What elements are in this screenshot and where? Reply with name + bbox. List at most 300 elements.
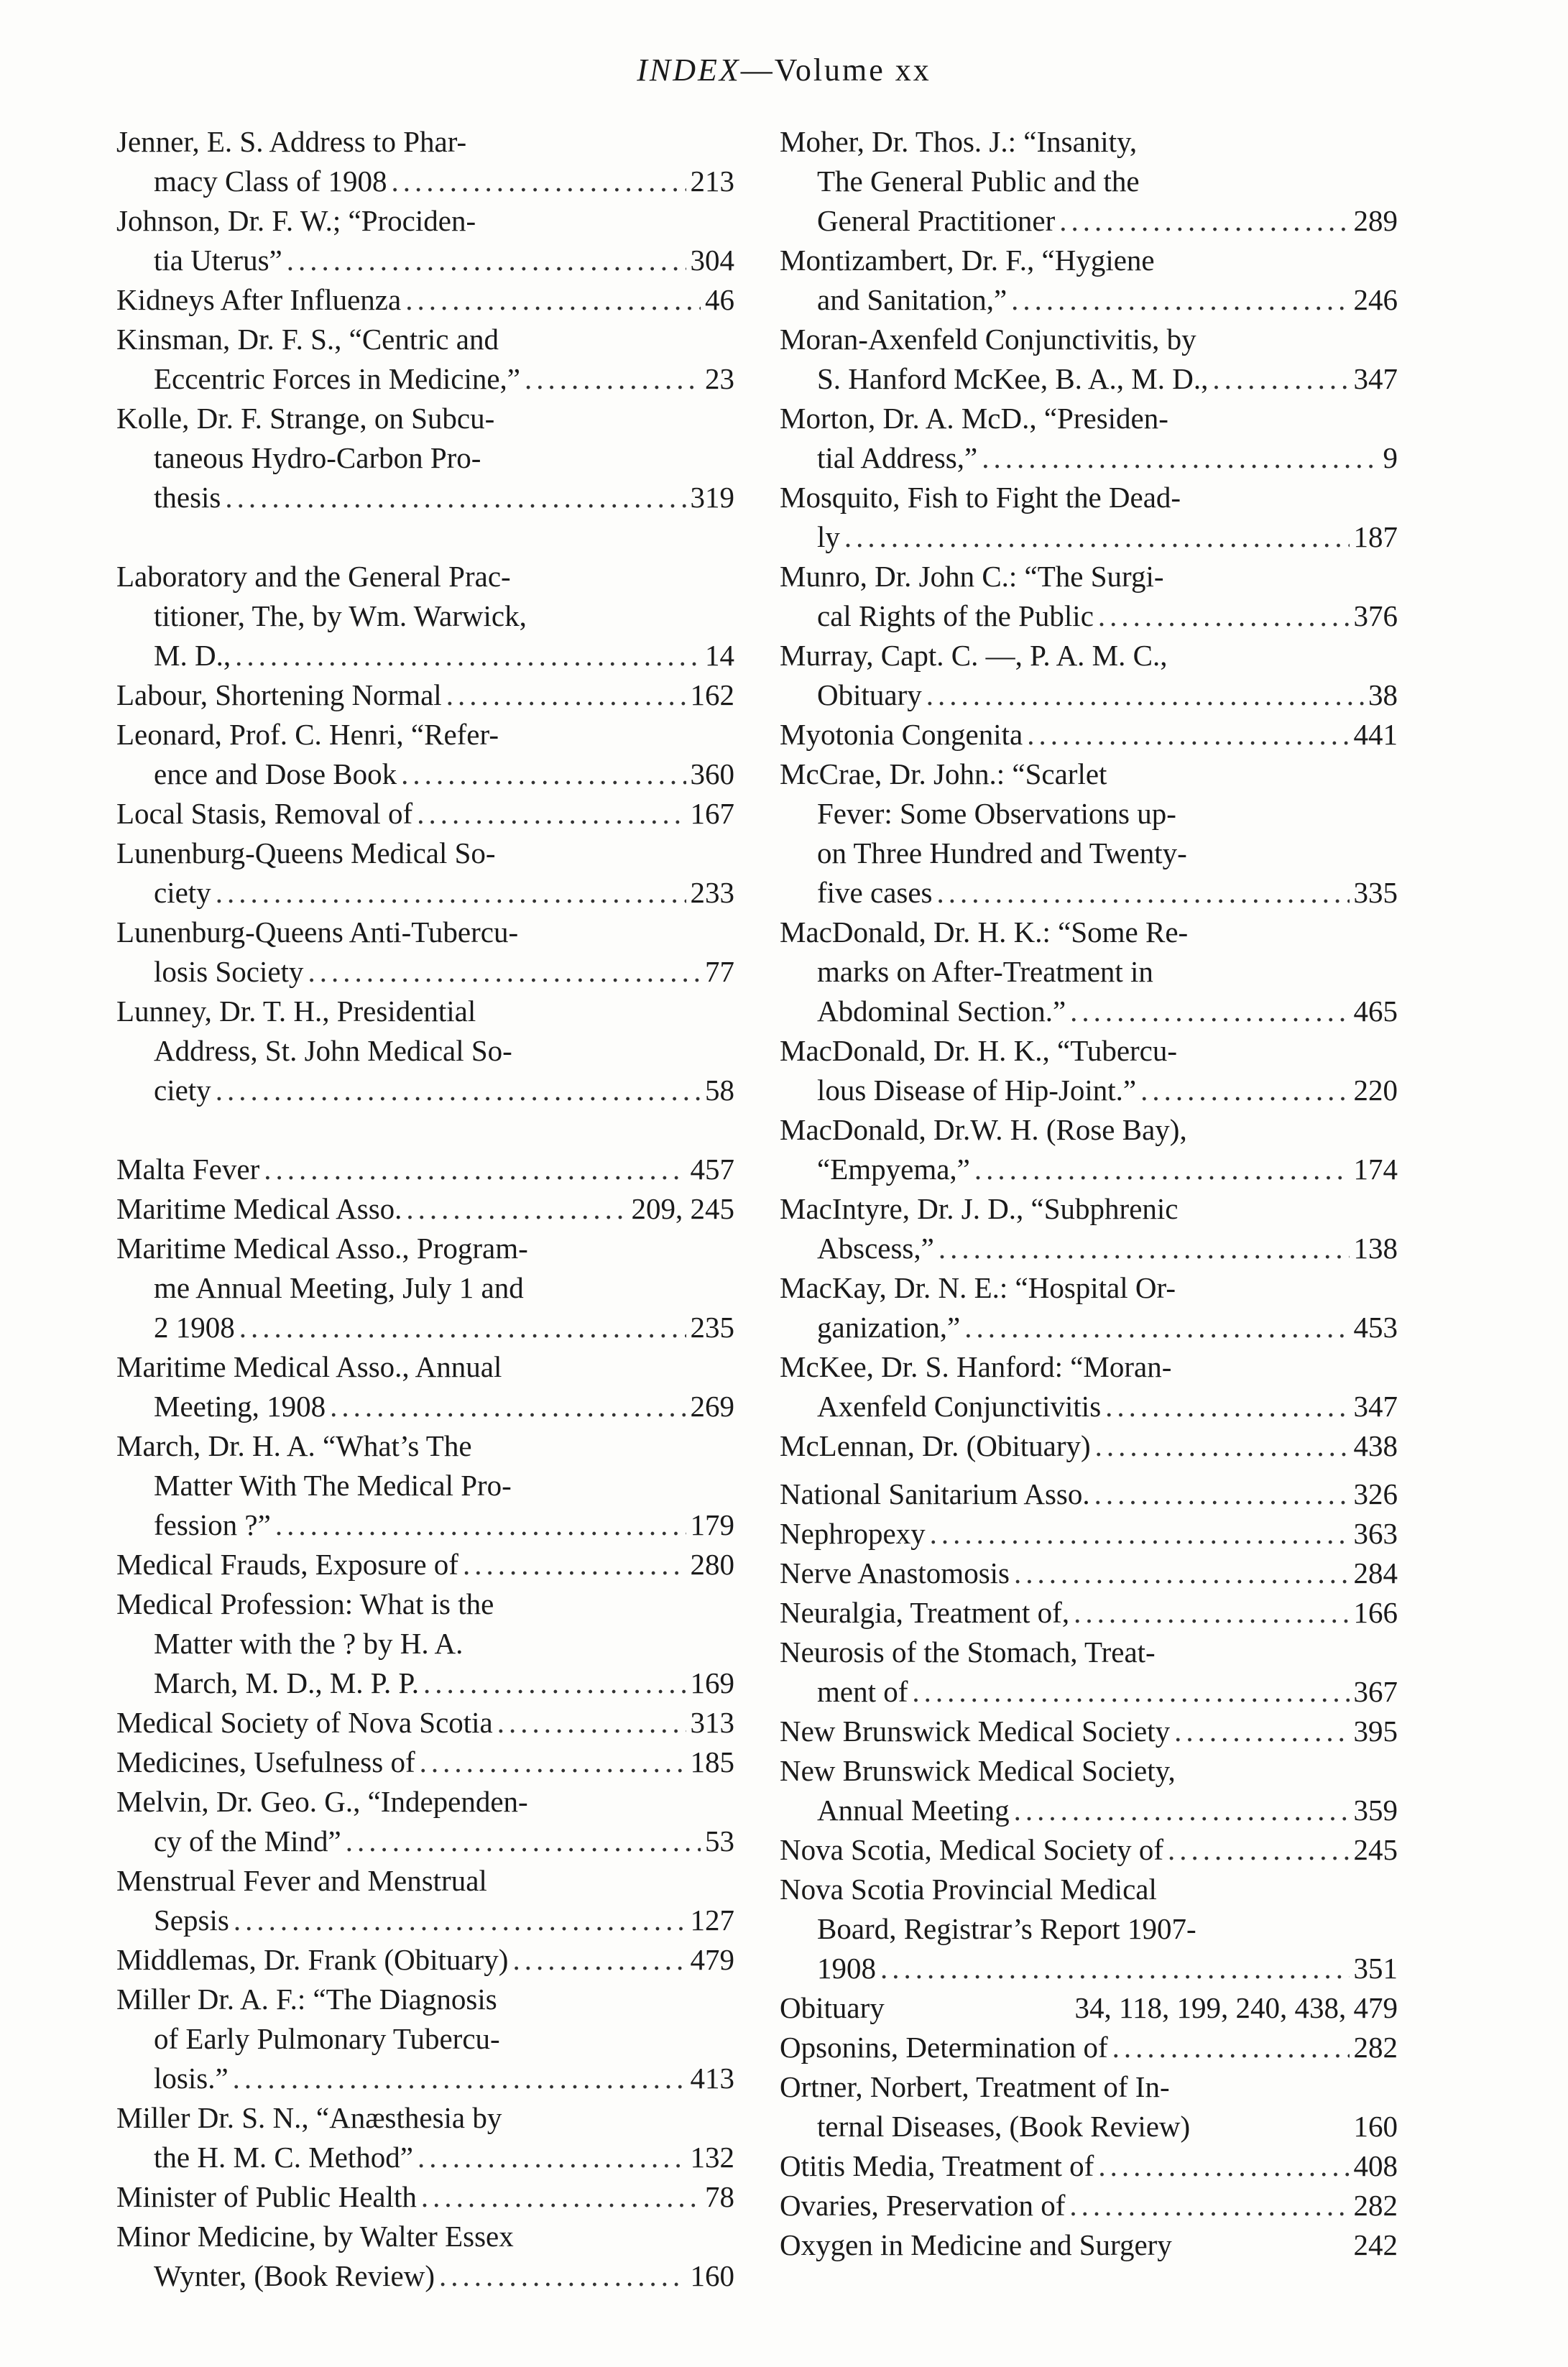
index-entry-text: Ortner, Norbert, Treatment of In- bbox=[780, 2070, 1170, 2103]
index-entry bbox=[780, 636, 1398, 715]
index-entry-text: “Empyema,” bbox=[817, 1153, 970, 1186]
index-entry-text: McCrae, Dr. John.: “Scarlet bbox=[780, 757, 1107, 790]
index-entry bbox=[116, 399, 734, 517]
leader-dots bbox=[525, 359, 701, 399]
right-column bbox=[780, 122, 1398, 2265]
index-entry bbox=[780, 1712, 1398, 1751]
leader-dots bbox=[1069, 2186, 1349, 2225]
index-entry-text: The General Public and the bbox=[817, 165, 1140, 198]
index-entry-text: McKee, Dr. S. Hanford: “Moran- bbox=[780, 1350, 1172, 1383]
index-entry-line bbox=[116, 1426, 734, 1466]
index-page-number: 269 bbox=[690, 1390, 734, 1423]
index-page-number: 438 bbox=[1353, 1429, 1398, 1462]
index-entry-line bbox=[780, 834, 1398, 873]
index-entry bbox=[116, 1229, 734, 1347]
leader-dots bbox=[421, 2177, 701, 2217]
leader-dots bbox=[216, 873, 686, 913]
index-entry-line bbox=[116, 1545, 734, 1584]
leader-dots bbox=[497, 1703, 686, 1743]
index-entry-text: Moher, Dr. Thos. J.: “Insanity, bbox=[780, 125, 1138, 158]
index-entry-line bbox=[780, 992, 1398, 1031]
leader-dots bbox=[418, 2138, 686, 2177]
index-entry-text: five cases bbox=[817, 876, 933, 909]
index-entry-text: cal Rights of the Public bbox=[817, 599, 1094, 632]
index-entry bbox=[116, 1150, 734, 1189]
index-entry bbox=[780, 755, 1398, 913]
leader-dots bbox=[1098, 2146, 1349, 2186]
index-entry-text: Matter With The Medical Pro- bbox=[154, 1469, 512, 1502]
index-entry-line bbox=[780, 201, 1398, 241]
index-entry bbox=[116, 1189, 734, 1229]
index-entry bbox=[780, 1830, 1398, 1870]
leader-dots bbox=[239, 1308, 686, 1347]
index-entry-line bbox=[116, 557, 734, 596]
index-entry-text: marks on After-Treatment in bbox=[817, 955, 1153, 988]
header-title-italic: INDEX bbox=[637, 52, 741, 88]
index-entry-line bbox=[116, 122, 734, 162]
index-entry-text: Malta Fever bbox=[116, 1153, 260, 1186]
index-entry-text: thesis bbox=[154, 481, 221, 514]
index-entry bbox=[780, 1475, 1398, 1514]
index-page-number: 367 bbox=[1353, 1675, 1398, 1708]
index-entry-line bbox=[116, 1703, 734, 1743]
leader-dots bbox=[1094, 1475, 1350, 1514]
index-page-number: 162 bbox=[690, 678, 734, 711]
leader-dots bbox=[401, 755, 686, 794]
index-entry-text: taneous Hydro-Carbon Pro- bbox=[154, 441, 481, 474]
index-entry bbox=[780, 1554, 1398, 1593]
index-entry-text: me Annual Meeting, July 1 and bbox=[154, 1271, 524, 1304]
index-page-number: 280 bbox=[690, 1548, 734, 1581]
index-page-number: 441 bbox=[1353, 718, 1398, 751]
index-entry-text: Fever: Some Observations up- bbox=[817, 797, 1176, 830]
index-entry-line bbox=[116, 992, 734, 1031]
index-entry-text: ciety bbox=[154, 1074, 211, 1107]
index-entry-text: ly bbox=[817, 520, 840, 553]
leader-dots bbox=[330, 1387, 686, 1426]
index-page-number: 14 bbox=[705, 639, 734, 672]
index-entry-line bbox=[780, 1949, 1398, 1988]
index-entry-line bbox=[116, 1584, 734, 1624]
index-page-number: 347 bbox=[1353, 362, 1398, 395]
leader-dots bbox=[926, 675, 1364, 715]
index-entry-line bbox=[780, 1830, 1398, 1870]
leader-dots bbox=[233, 2059, 686, 2098]
index-entry-text: Kinsman, Dr. F. S., “Centric and bbox=[116, 323, 499, 356]
index-entry bbox=[780, 1633, 1398, 1712]
leader-dots bbox=[880, 1949, 1350, 1988]
index-entry-text: Laboratory and the General Prac- bbox=[116, 560, 511, 593]
leader-dots bbox=[1140, 1071, 1349, 1110]
index-entry bbox=[780, 1110, 1398, 1189]
index-entry-text: Myotonia Congenita bbox=[780, 718, 1023, 751]
index-page-number: 335 bbox=[1353, 876, 1398, 909]
index-page-number: 160 bbox=[690, 2259, 734, 2292]
index-entry-text: Local Stasis, Removal of bbox=[116, 797, 413, 830]
index-entry-text: and Sanitation,” bbox=[817, 283, 1007, 316]
index-entry bbox=[116, 1545, 734, 1584]
index-page-number: 289 bbox=[1353, 204, 1398, 237]
index-entry-line bbox=[116, 162, 734, 201]
index-entry-text: Address, St. John Medical So- bbox=[154, 1034, 512, 1067]
index-entry-line bbox=[780, 1387, 1398, 1426]
index-entry bbox=[780, 2067, 1398, 2146]
index-entry-text: Murray, Capt. C. —, P. A. M. C., bbox=[780, 639, 1168, 672]
index-entry-line bbox=[116, 834, 734, 873]
index-page-number: 233 bbox=[690, 876, 734, 909]
index-page-number: 187 bbox=[1353, 520, 1398, 553]
index-entry-line bbox=[780, 478, 1398, 517]
leader-dots bbox=[463, 1545, 686, 1584]
index-page-number: 360 bbox=[690, 757, 734, 790]
index-entry-text: MacDonald, Dr. H. K.: “Some Re- bbox=[780, 915, 1189, 949]
index-entry-text: Lunenburg-Queens Anti-Tubercu- bbox=[116, 915, 519, 949]
leader-dots bbox=[216, 1071, 701, 1110]
leader-dots bbox=[1070, 992, 1349, 1031]
index-entry-line bbox=[116, 2256, 734, 2296]
index-page-number: 58 bbox=[705, 1074, 734, 1107]
index-entry-text: fession ?” bbox=[154, 1508, 271, 1541]
index-entry-line bbox=[780, 1071, 1398, 1110]
leader-dots bbox=[982, 438, 1378, 478]
index-entry-line bbox=[116, 2019, 734, 2059]
index-entry bbox=[116, 1584, 734, 1703]
index-entry-text: Medical Society of Nova Scotia bbox=[116, 1706, 493, 1739]
index-entry bbox=[780, 1189, 1398, 1268]
index-entry-text: National Sanitarium Asso. bbox=[780, 1477, 1090, 1510]
index-entry-line bbox=[116, 1229, 734, 1268]
index-entry-text: McLennan, Dr. (Obituary) bbox=[780, 1429, 1091, 1462]
index-entry-line bbox=[116, 873, 734, 913]
index-entry bbox=[780, 2146, 1398, 2186]
index-entry bbox=[780, 1426, 1398, 1466]
leader-dots bbox=[423, 1664, 686, 1703]
index-entry-text: on Three Hundred and Twenty- bbox=[817, 836, 1187, 869]
index-entry bbox=[780, 1870, 1398, 1988]
index-page-number: 78 bbox=[705, 2180, 734, 2213]
index-entry-text: MacDonald, Dr.W. H. (Rose Bay), bbox=[780, 1113, 1187, 1146]
index-entry bbox=[780, 913, 1398, 1031]
index-entry-text: Matter with the ? by H. A. bbox=[154, 1627, 464, 1660]
index-page-number: 453 bbox=[1353, 1311, 1398, 1344]
index-entry-text: Montizambert, Dr. F., “Hygiene bbox=[780, 244, 1155, 277]
index-entry-text: lous Disease of Hip-Joint.” bbox=[817, 1074, 1137, 1107]
index-entry bbox=[780, 1751, 1398, 1830]
leader-dots bbox=[1095, 1426, 1350, 1466]
leader-dots bbox=[1011, 280, 1349, 320]
index-entry-line bbox=[780, 1426, 1398, 1466]
index-entry-line bbox=[780, 636, 1398, 675]
index-entry bbox=[116, 675, 734, 715]
index-entry-line bbox=[116, 1268, 734, 1308]
leader-dots bbox=[439, 2256, 686, 2296]
index-entry-line bbox=[780, 320, 1398, 359]
index-entry-line bbox=[116, 952, 734, 992]
index-entry bbox=[116, 1426, 734, 1545]
index-entry-text: Axenfeld Conjunctivitis bbox=[817, 1390, 1102, 1423]
index-page-number: 209, 245 bbox=[631, 1192, 734, 1225]
index-entry bbox=[116, 2098, 734, 2177]
index-entry-line bbox=[116, 1150, 734, 1189]
index-entry-text: losis.” bbox=[154, 2062, 229, 2095]
index-entry-text: M. D., bbox=[154, 639, 231, 672]
index-entry-text: Board, Registrar’s Report 1907- bbox=[817, 1912, 1196, 1945]
index-page-number: 242 bbox=[1353, 2228, 1398, 2261]
index-entry-text: Labour, Shortening Normal bbox=[116, 678, 442, 711]
index-entry-text: Miller Dr. S. N., “Anæsthesia by bbox=[116, 2101, 502, 2134]
index-entry-text: Abscess,” bbox=[817, 1232, 934, 1265]
leader-dots bbox=[1059, 201, 1349, 241]
index-entry bbox=[116, 1980, 734, 2098]
index-entry-line bbox=[780, 873, 1398, 913]
leader-dots bbox=[405, 280, 701, 320]
index-entry-line bbox=[780, 1870, 1398, 1909]
index-entry-line bbox=[780, 280, 1398, 320]
index-entry-text: Maritime Medical Asso., Program- bbox=[116, 1232, 528, 1265]
index-entry-text: Miller Dr. A. F.: “The Diagnosis bbox=[116, 1983, 497, 2016]
index-entry bbox=[116, 794, 734, 834]
index-entry-line bbox=[116, 1387, 734, 1426]
leader-dots bbox=[308, 952, 701, 992]
index-entry-text: Middlemas, Dr. Frank (Obituary) bbox=[116, 1943, 509, 1976]
leader-dots bbox=[392, 162, 686, 201]
index-entry-text: Kidneys After Influenza bbox=[116, 283, 402, 316]
index-page-number: 326 bbox=[1353, 1477, 1398, 1510]
leader-dots bbox=[930, 1514, 1350, 1554]
index-page-number: 408 bbox=[1353, 2149, 1398, 2182]
index-entry-text: Munro, Dr. John C.: “The Surgi- bbox=[780, 560, 1164, 593]
index-entry bbox=[780, 715, 1398, 755]
index-entry bbox=[780, 557, 1398, 636]
index-entry-line bbox=[116, 1822, 734, 1861]
index-entry-text: Obituary bbox=[817, 678, 922, 711]
leader-dots bbox=[346, 1822, 701, 1861]
index-entry-line bbox=[780, 755, 1398, 794]
left-column bbox=[116, 122, 734, 2296]
index-entry bbox=[116, 834, 734, 913]
index-entry-line bbox=[116, 675, 734, 715]
index-entry-text: Medicines, Usefulness of bbox=[116, 1745, 415, 1778]
index-page-number: 313 bbox=[690, 1706, 734, 1739]
index-entry bbox=[116, 715, 734, 794]
index-page-number: 132 bbox=[690, 2141, 734, 2174]
leader-dots bbox=[417, 794, 686, 834]
leader-dots bbox=[287, 241, 686, 280]
index-page-number: 185 bbox=[690, 1745, 734, 1778]
index-entry-line bbox=[116, 1743, 734, 1782]
index-entry-line bbox=[780, 1268, 1398, 1308]
leader-dots bbox=[275, 1505, 686, 1545]
index-entry-text: March, Dr. H. A. “What’s The bbox=[116, 1429, 472, 1462]
index-entry-text: Medical Frauds, Exposure of bbox=[116, 1548, 458, 1581]
index-entry-line bbox=[780, 1988, 1398, 2028]
index-page-number: 53 bbox=[705, 1824, 734, 1858]
index-entry bbox=[780, 1347, 1398, 1426]
index-entry-text: ternal Diseases, (Book Review) bbox=[817, 2110, 1191, 2143]
index-entry-line bbox=[780, 1150, 1398, 1189]
index-entry bbox=[116, 913, 734, 992]
index-entry-line bbox=[780, 122, 1398, 162]
index-page-number: 351 bbox=[1353, 1952, 1398, 1985]
leader-dots bbox=[1168, 1830, 1349, 1870]
index-entry-text: Maritime Medical Asso., Annual bbox=[116, 1350, 502, 1383]
index-entry-text: Jenner, E. S. Address to Phar- bbox=[116, 125, 467, 158]
index-entry-line bbox=[780, 2225, 1398, 2265]
index-entry-text: ment of bbox=[817, 1675, 908, 1708]
index-entry-line bbox=[780, 1712, 1398, 1751]
index-entry-text: Morton, Dr. A. McD., “Presiden- bbox=[780, 402, 1168, 435]
index-entry-text: Moran-Axenfeld Conjunctivitis, by bbox=[780, 323, 1196, 356]
leader-dots bbox=[420, 1743, 686, 1782]
index-page-number: 245 bbox=[1353, 1833, 1398, 1866]
index-entry bbox=[116, 557, 734, 675]
index-entry-line bbox=[780, 2146, 1398, 2186]
index-page-number: 413 bbox=[690, 2062, 734, 2095]
leader-dots bbox=[912, 1672, 1349, 1712]
index-page-number: 347 bbox=[1353, 1390, 1398, 1423]
leader-dots bbox=[844, 517, 1350, 557]
index-entry-line bbox=[780, 359, 1398, 399]
leader-dots bbox=[512, 1940, 686, 1980]
index-entry-text: tial Address,” bbox=[817, 441, 978, 474]
index-entry-line bbox=[116, 1071, 734, 1110]
index-entry-line bbox=[116, 715, 734, 755]
index-entry bbox=[780, 2028, 1398, 2067]
index-entry-line bbox=[116, 636, 734, 675]
index-entry bbox=[780, 2186, 1398, 2225]
index-entry bbox=[780, 320, 1398, 399]
index-entry bbox=[780, 1593, 1398, 1633]
index-entry-text: Nephropexy bbox=[780, 1517, 926, 1550]
index-entry bbox=[116, 2177, 734, 2217]
index-entry-line bbox=[780, 517, 1398, 557]
index-entry bbox=[780, 399, 1398, 478]
index-entry-text: cy of the Mind” bbox=[154, 1824, 341, 1858]
index-entry-line bbox=[116, 399, 734, 438]
index-page-number: 282 bbox=[1353, 2031, 1398, 2064]
index-page-number: 169 bbox=[690, 1666, 734, 1699]
index-entry-line bbox=[780, 1751, 1398, 1791]
index-entry-line bbox=[116, 1901, 734, 1940]
index-entry-text: Lunenburg-Queens Medical So- bbox=[116, 836, 496, 869]
index-page-number: 174 bbox=[1353, 1153, 1398, 1186]
leader-dots bbox=[234, 1901, 686, 1940]
index-page-number: 282 bbox=[1353, 2189, 1398, 2222]
leader-dots bbox=[1014, 1791, 1350, 1830]
leader-dots bbox=[235, 636, 701, 675]
index-page-number: 77 bbox=[705, 955, 734, 988]
index-entry-line bbox=[116, 1980, 734, 2019]
index-page-number: 38 bbox=[1368, 678, 1398, 711]
index-page-number: 167 bbox=[690, 797, 734, 830]
index-entry-text: 1908 bbox=[817, 1952, 876, 1985]
index-entry-text: Oxygen in Medicine and Surgery bbox=[780, 2228, 1172, 2261]
leader-dots bbox=[937, 873, 1350, 913]
index-page-number: 160 bbox=[1353, 2110, 1398, 2143]
index-entry-text: Abdominal Section.” bbox=[817, 995, 1066, 1028]
index-entry-line bbox=[116, 2177, 734, 2217]
leader-dots bbox=[1027, 715, 1349, 755]
index-entry-line bbox=[116, 755, 734, 794]
index-entry-line bbox=[116, 438, 734, 478]
index-entry-text: ganization,” bbox=[817, 1311, 961, 1344]
index-entry-line bbox=[116, 201, 734, 241]
index-entry-text: ence and Dose Book bbox=[154, 757, 397, 790]
leader-dots bbox=[406, 1189, 627, 1229]
index-page-number: 284 bbox=[1353, 1556, 1398, 1589]
index-entry-text: New Brunswick Medical Society, bbox=[780, 1754, 1176, 1787]
index-entry-text: March, M. D., M. P. P. bbox=[154, 1666, 420, 1699]
index-entry-line bbox=[780, 2028, 1398, 2067]
index-entry bbox=[116, 1347, 734, 1426]
index-entry bbox=[116, 1782, 734, 1861]
index-entry-text: macy Class of 1908 bbox=[154, 165, 387, 198]
index-entry-line bbox=[116, 241, 734, 280]
index-entry-line bbox=[780, 1554, 1398, 1593]
leader-dots bbox=[1098, 596, 1350, 636]
index-entry-line bbox=[780, 2107, 1398, 2146]
index-entry-text: Neuralgia, Treatment of, bbox=[780, 1596, 1070, 1629]
index-page-number: 319 bbox=[690, 481, 734, 514]
index-entry-text: Annual Meeting bbox=[817, 1794, 1010, 1827]
index-page-number: 127 bbox=[690, 1904, 734, 1937]
index-entry-text: ciety bbox=[154, 876, 211, 909]
index-entry-line bbox=[116, 478, 734, 517]
index-entry bbox=[780, 241, 1398, 320]
index-page-number: 138 bbox=[1353, 1232, 1398, 1265]
index-page-number: 34, 118, 199, 240, 438, 479 bbox=[1074, 1991, 1398, 2024]
index-entry-line bbox=[780, 1475, 1398, 1514]
index-page-number: 166 bbox=[1353, 1596, 1398, 1629]
index-entry-line bbox=[780, 913, 1398, 952]
index-entry-text: Medical Profession: What is the bbox=[116, 1587, 494, 1620]
index-entry-text: Leonard, Prof. C. Henri, “Refer- bbox=[116, 718, 499, 751]
index-entry bbox=[116, 992, 734, 1110]
index-page-number: 304 bbox=[690, 244, 734, 277]
index-entry-text: Otitis Media, Treatment of bbox=[780, 2149, 1094, 2182]
index-entry-line bbox=[116, 794, 734, 834]
header-title-rest: —Volume xx bbox=[740, 52, 931, 88]
leader-dots bbox=[225, 478, 686, 517]
leader-dots bbox=[1112, 2028, 1350, 2067]
index-entry-text: MacKay, Dr. N. E.: “Hospital Or- bbox=[780, 1271, 1176, 1304]
index-entry-text: New Brunswick Medical Society bbox=[780, 1715, 1171, 1748]
index-entry-line bbox=[780, 1229, 1398, 1268]
index-page-number: 465 bbox=[1353, 995, 1398, 1028]
index-entry-line bbox=[780, 1593, 1398, 1633]
index-entry bbox=[116, 280, 734, 320]
index-entry-line bbox=[116, 596, 734, 636]
index-entry-text: Kolle, Dr. F. Strange, on Subcu- bbox=[116, 402, 495, 435]
leader-dots bbox=[446, 675, 686, 715]
index-page-number: 376 bbox=[1353, 599, 1398, 632]
index-entry-text: Eccentric Forces in Medicine,” bbox=[154, 362, 520, 395]
index-entry-line bbox=[116, 913, 734, 952]
index-entry-text: Minor Medicine, by Walter Essex bbox=[116, 2220, 514, 2253]
index-entry bbox=[780, 1514, 1398, 1554]
leader-dots bbox=[939, 1229, 1350, 1268]
index-page-number: 179 bbox=[690, 1508, 734, 1541]
index-entry-line bbox=[780, 399, 1398, 438]
index-entry-text: Meeting, 1908 bbox=[154, 1390, 326, 1423]
index-page-number: 23 bbox=[705, 362, 734, 395]
index-entry-line bbox=[780, 675, 1398, 715]
index-entry-text: Sepsis bbox=[154, 1904, 229, 1937]
index-entry-line bbox=[116, 1031, 734, 1071]
index-entry-text: Neurosis of the Stomach, Treat- bbox=[780, 1635, 1156, 1669]
index-entry-text: General Practitioner bbox=[817, 204, 1056, 237]
index-page-number: 9 bbox=[1383, 441, 1398, 474]
